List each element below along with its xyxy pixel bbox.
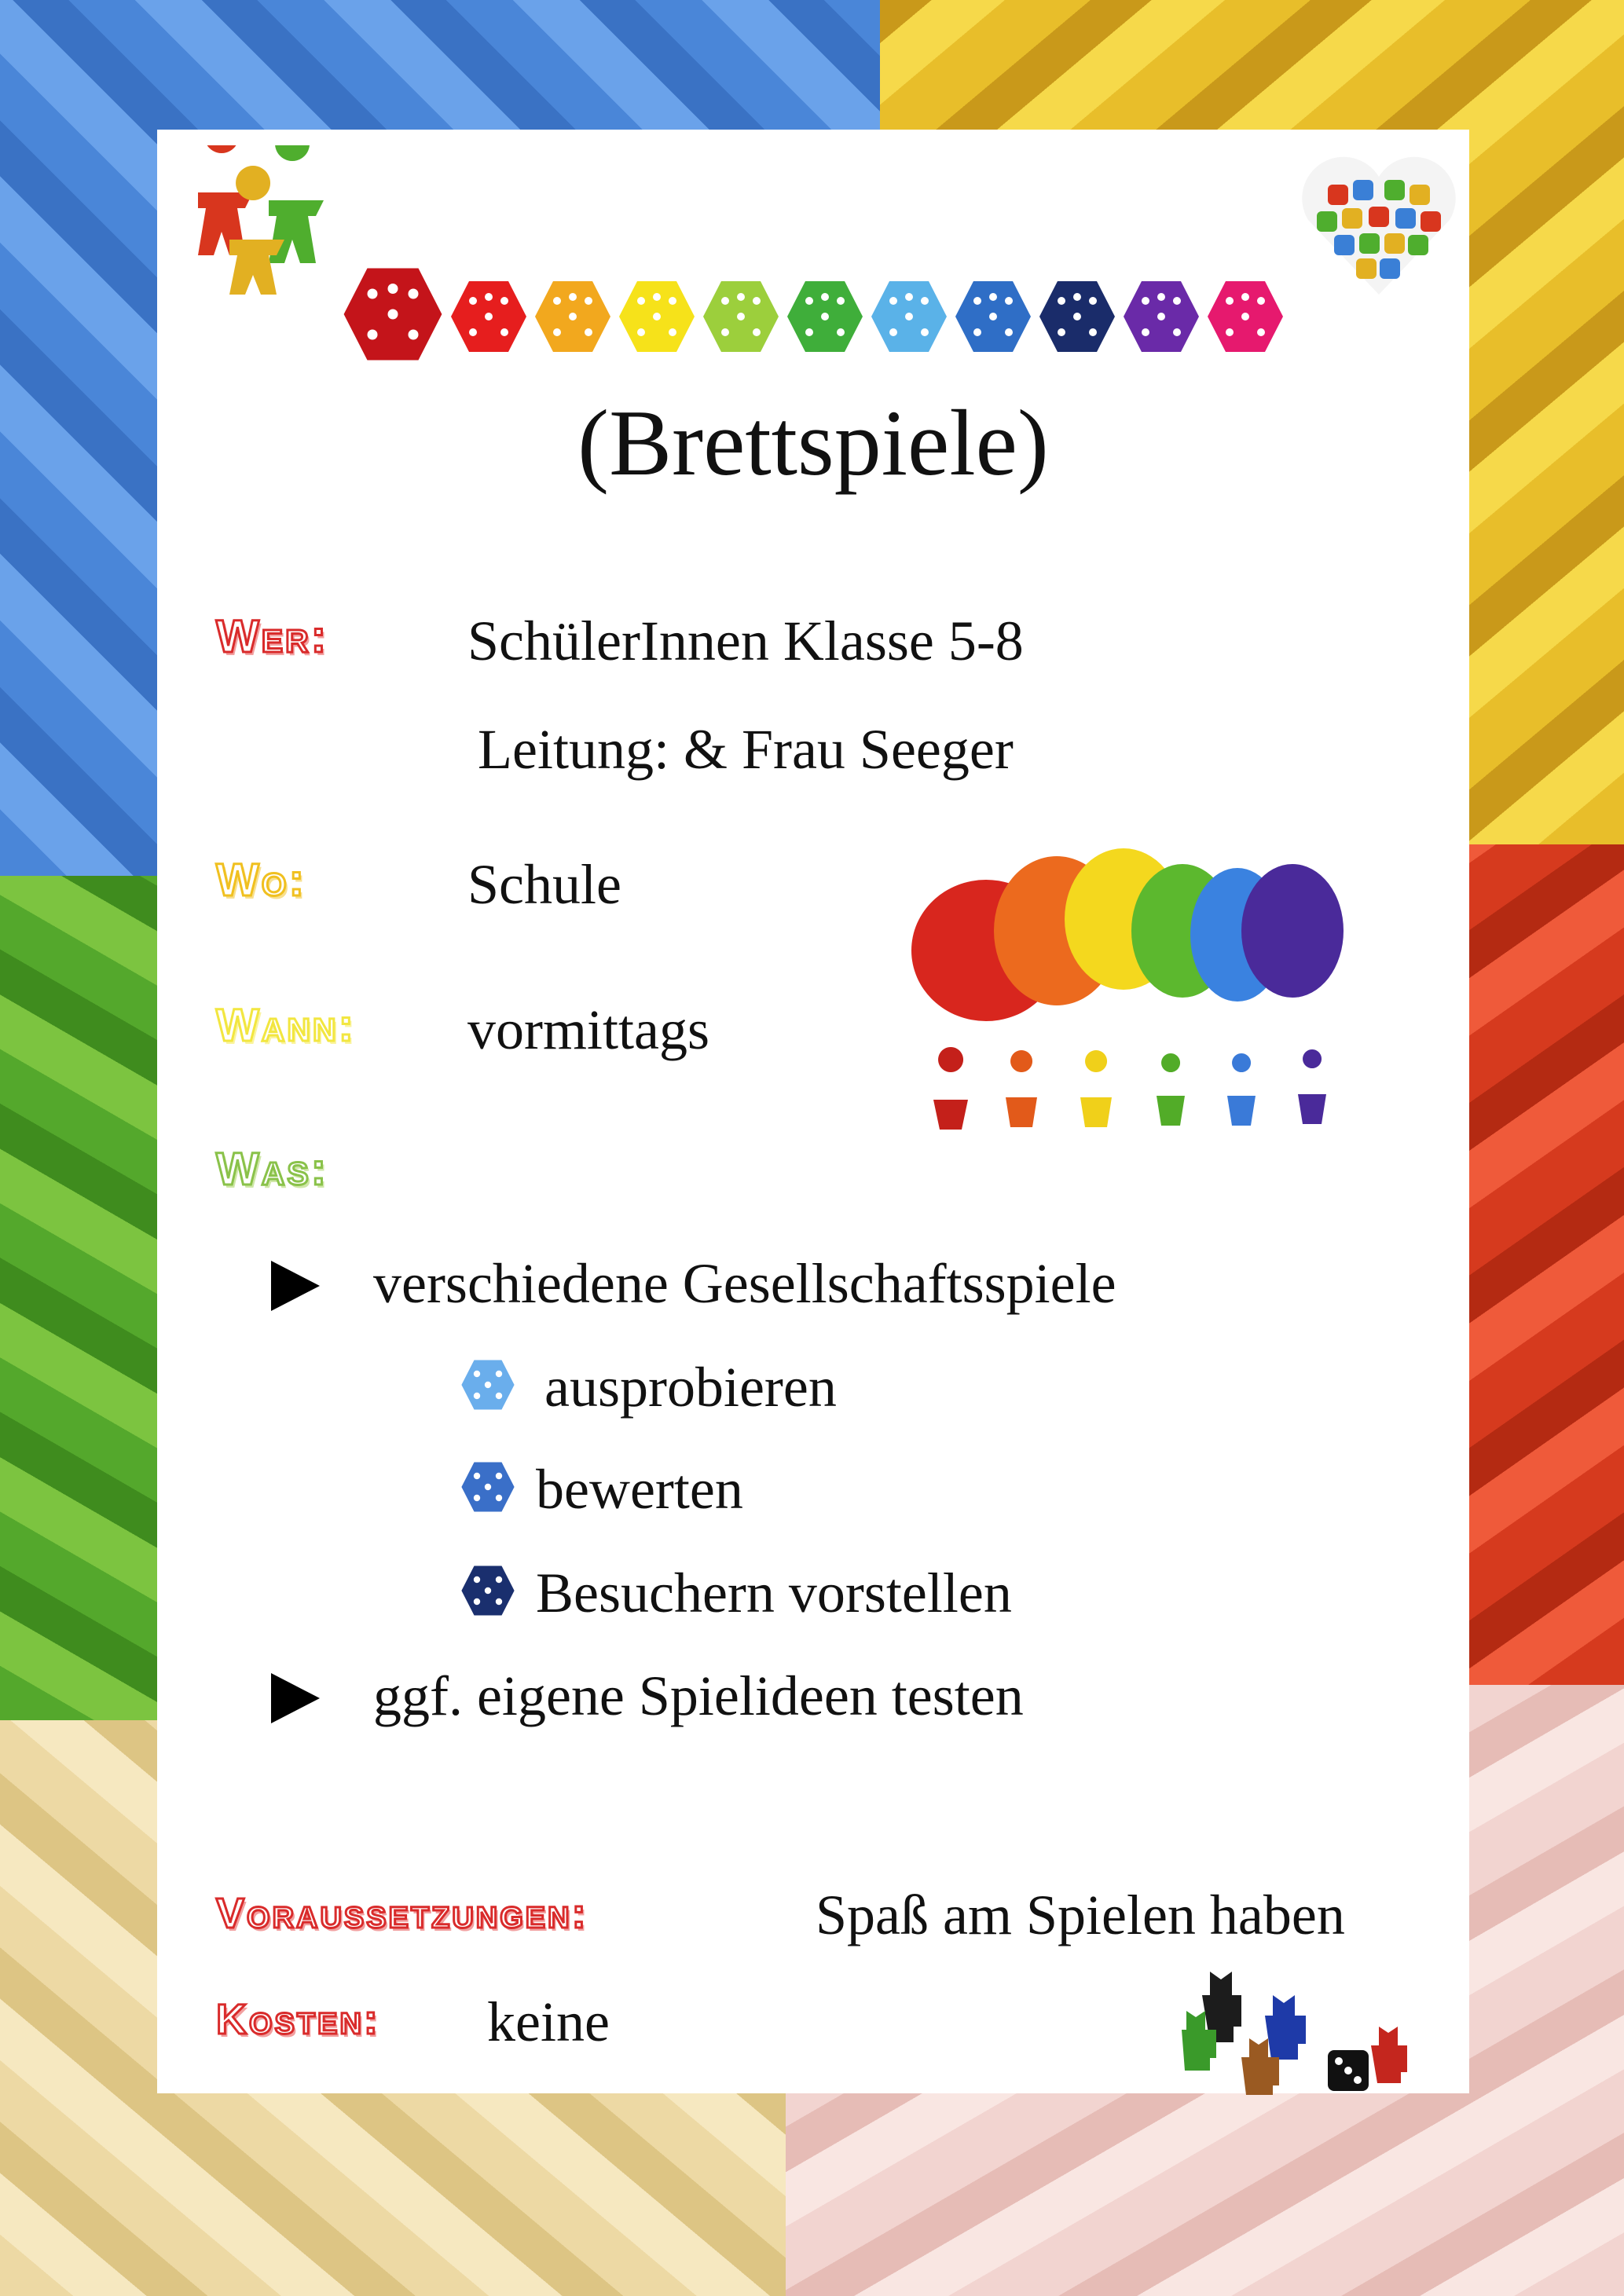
wann-label: Wann: xyxy=(216,1000,356,1051)
leitung-value: Leitung: & Frau Seeger xyxy=(478,718,1014,781)
dice-icon xyxy=(1038,277,1116,356)
was-item-2: ggf. eigene Spielideen testen xyxy=(373,1664,1024,1727)
dice-icon xyxy=(1206,277,1285,356)
was-subitem-1: ausprobieren xyxy=(544,1356,837,1419)
wer-label: Wer: xyxy=(216,611,329,662)
wo-value: Schule xyxy=(467,853,621,916)
dice-icon xyxy=(1122,277,1201,356)
bullet-arrow-icon xyxy=(271,1261,320,1311)
kosten-value: keine xyxy=(487,1990,610,2053)
was-item-1: verschiedene Gesellschaftsspiele xyxy=(373,1252,1116,1315)
dice-icon-dark-blue xyxy=(460,1563,516,1618)
dice-icon-blue xyxy=(460,1459,516,1514)
dice-icon xyxy=(702,277,780,356)
meeple-cluster-icon xyxy=(174,145,347,302)
dice-icon xyxy=(618,277,696,356)
bullet-arrow-icon xyxy=(271,1673,320,1723)
dice-icon xyxy=(533,277,612,356)
page-title: (Brettspiele) xyxy=(577,390,1049,495)
wann-value: vormittags xyxy=(467,998,709,1061)
wo-label: Wo: xyxy=(216,855,306,906)
was-subitem-2: bewerten xyxy=(536,1458,743,1521)
dice-icon xyxy=(786,277,864,356)
dice-icon xyxy=(954,277,1032,356)
rainbow-meeples-icon xyxy=(911,821,1383,1135)
dice-icon xyxy=(449,277,528,356)
flyer-page xyxy=(157,130,1469,2093)
dice-row xyxy=(342,263,1442,365)
kosten-label: Kosten: xyxy=(216,1996,380,2043)
wer-value: SchülerInnen Klasse 5-8 xyxy=(467,610,1024,672)
dice-icon xyxy=(870,277,948,356)
dice-icon xyxy=(342,263,444,365)
voraussetzungen-label: Voraussetzungen: xyxy=(216,1890,588,1937)
was-label: Was: xyxy=(216,1144,329,1195)
was-subitem-3: Besuchern vorstellen xyxy=(536,1562,1012,1624)
voraussetzungen-value: Spaß am Spielen haben xyxy=(816,1884,1345,1946)
dice-icon-light-blue xyxy=(460,1357,516,1412)
animal-meeples-icon xyxy=(1179,1964,1438,2097)
